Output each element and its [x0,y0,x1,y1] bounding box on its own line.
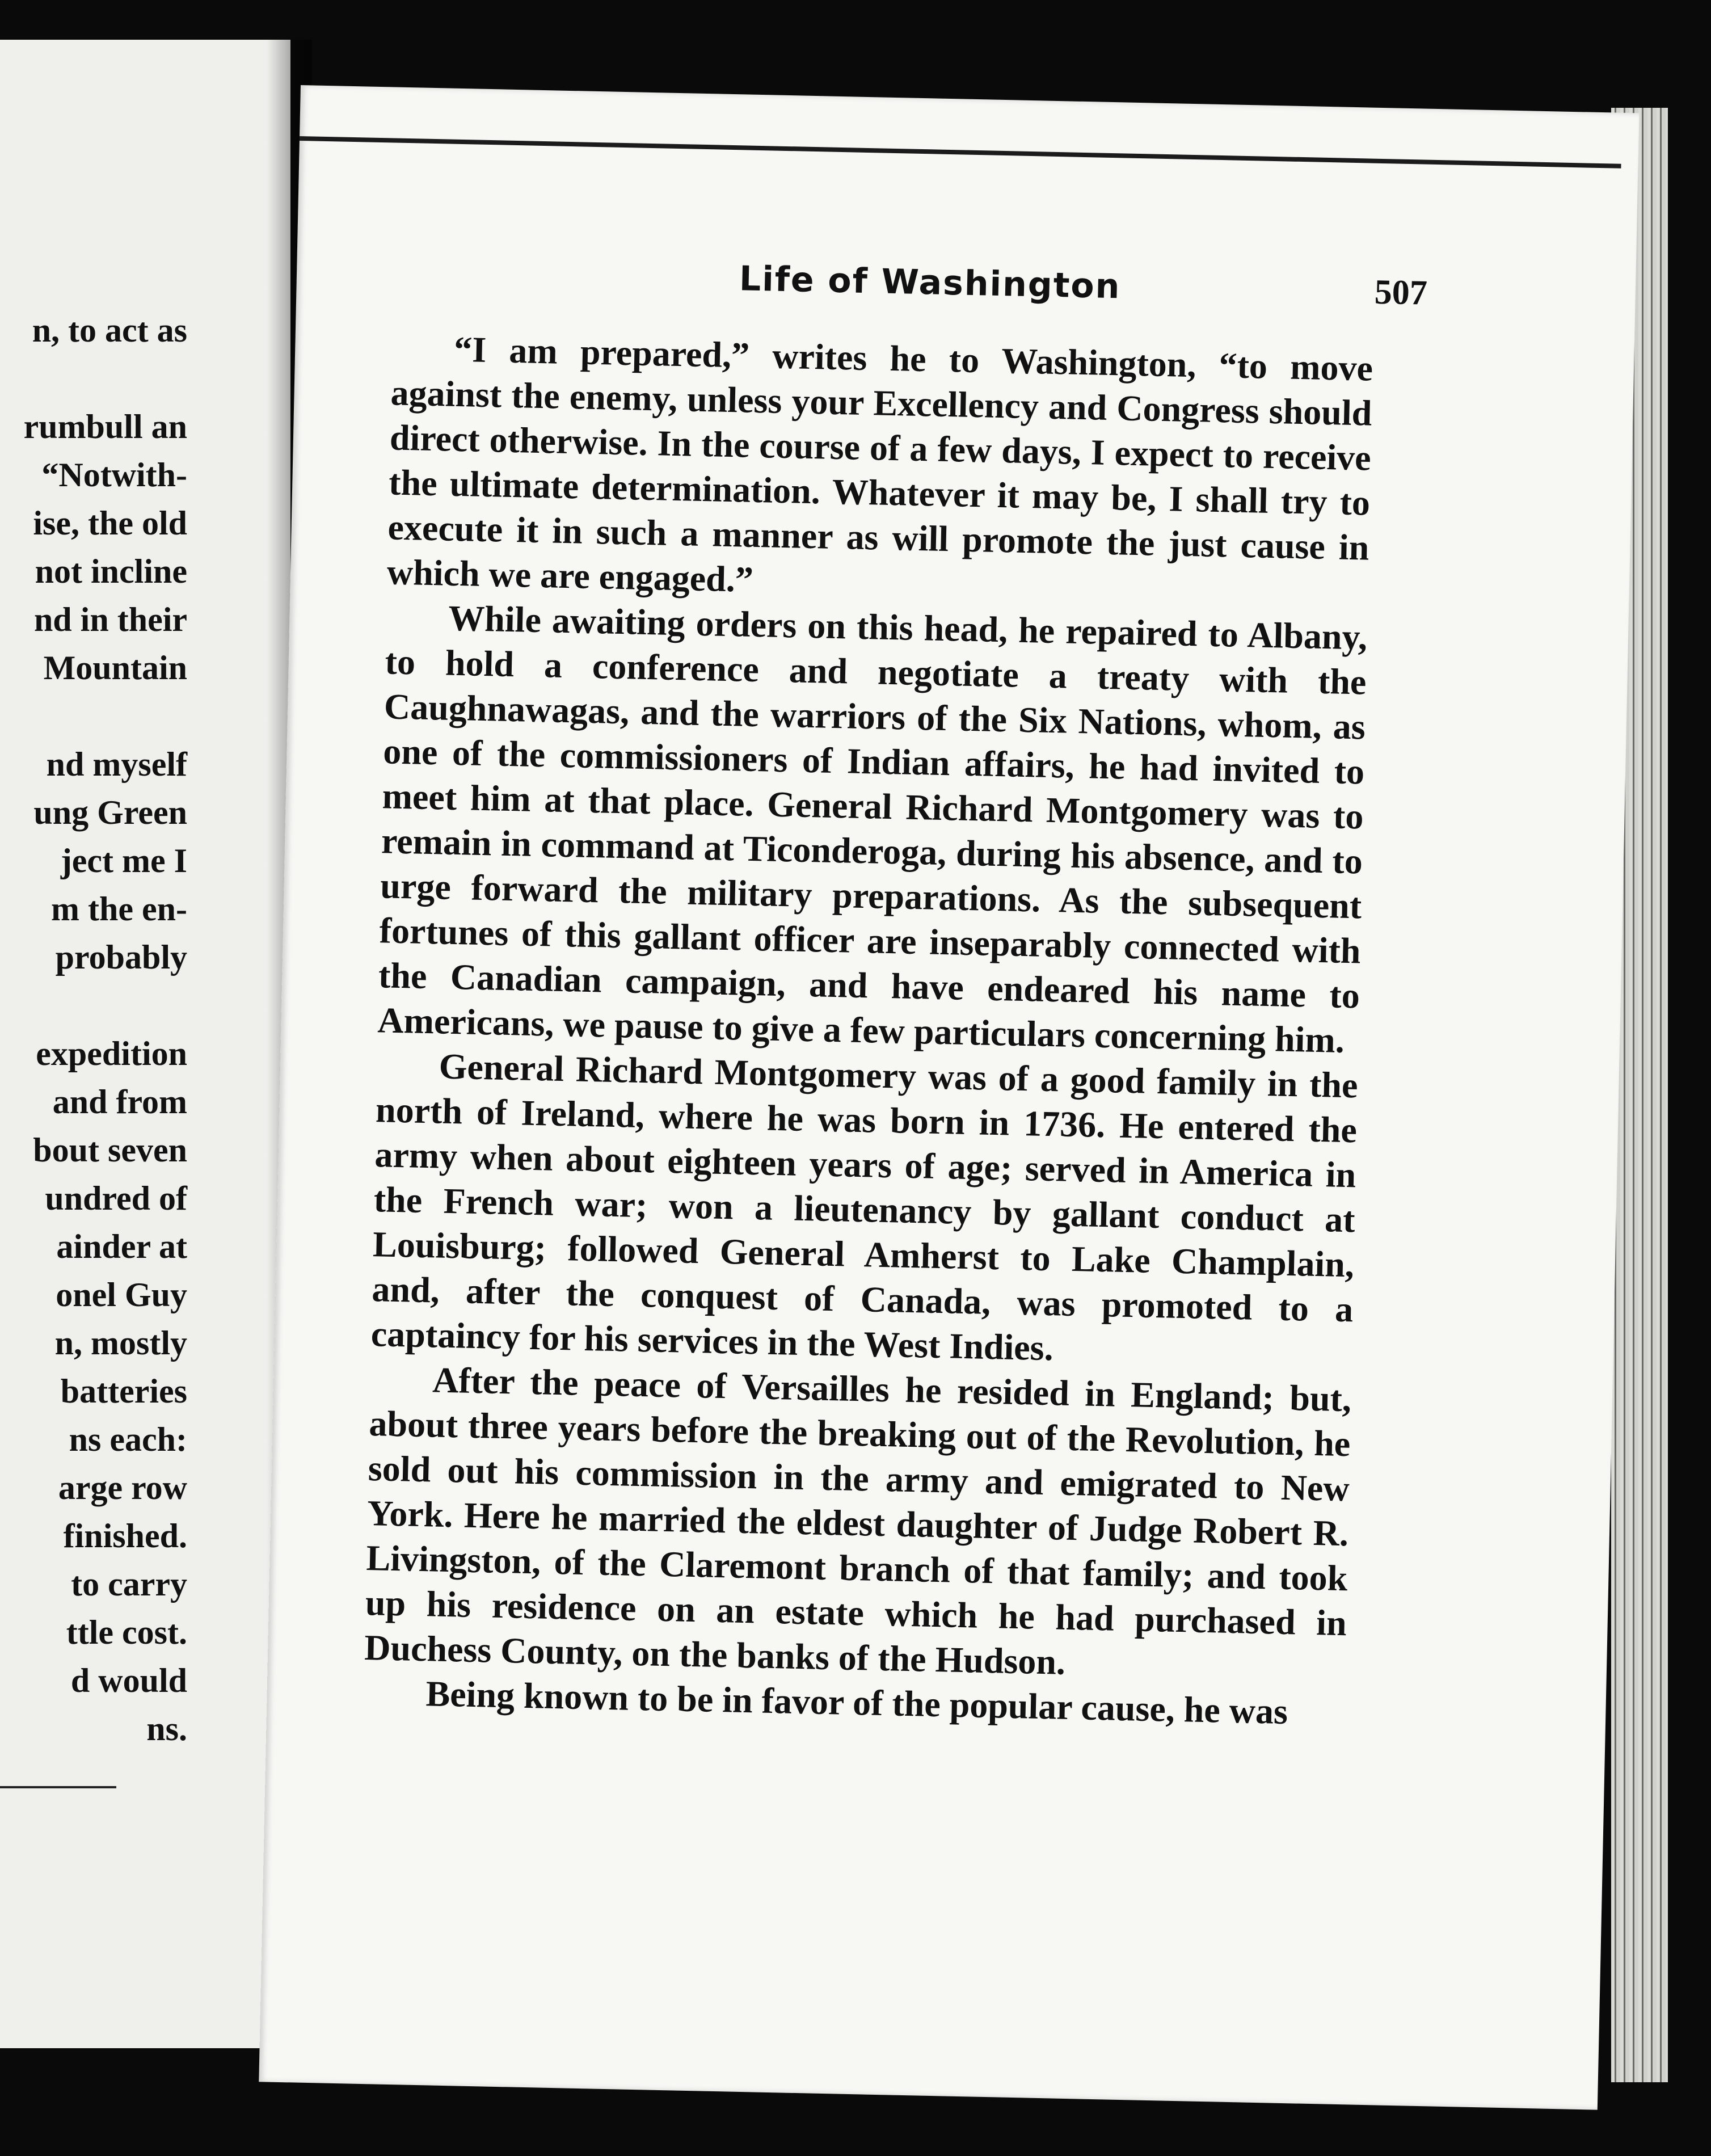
left-page-line: Mountain [43,649,187,687]
left-page-line: to carry [71,1565,187,1603]
left-page-line: onel Guy [56,1276,187,1313]
header-rule [300,136,1621,169]
left-page-line: probably [55,938,187,976]
right-page [259,85,1639,2110]
left-page-line: expedition [36,1035,187,1072]
left-page-line: rumbull an [23,408,187,445]
left-page-line: undred of [45,1180,187,1217]
left-page-line: nd myself [46,746,187,783]
left-page-line: ject me I [60,842,187,879]
paragraph: General Richard Montgomery was of a good family in the north of Ireland, where he was born in 1736. He entered the army when about eighteen years of age; served in America in the French war; won a lieutenancy by gallant conduct at Louisburg; followed General Amherst to Lake Champlain, and, after the conquest of Canada, was promoted to a captaincy for his services in the West Indies. [370,1046,1359,1368]
left-page-line: finished. [63,1517,187,1555]
left-page-line: ttle cost. [66,1614,187,1651]
left-page-line: bout seven [33,1131,187,1169]
left-page-line: ainder at [56,1228,187,1265]
body-text [363,325,1373,1735]
left-page-line: n, mostly [54,1324,187,1362]
running-title: Life of Washington [739,259,1122,307]
left-page-line: n, to act as [32,311,187,349]
left-page-line: ns. [146,1710,187,1747]
paragraph: After the peace of Versailles he resided in England; but, about three years before the breaking out of the Revolution, he sold out his commission in the army and emigrated to New York. Here he married the eldest daughter of Judge Robert R. Livingston, of the Claremont branch of that family; and took up his residence on an estate which he had purchased in Duchess County, on the banks of the Hudson. [364,1359,1352,1682]
line-gap [0,982,187,1030]
paragraph: Being known to be in favor of the popular cause, he was [425,1673,1288,1732]
line-gap [0,692,187,740]
left-page-line: m the en- [51,890,187,928]
paragraph: While awaiting orders on this head, he repaired to Albany, to hold a conference and negotiate a treaty with the Caughnawagas, and the warriors of the Six Nations, whom, as one of the commissioners of Indian affairs, he had invited to meet him at that place. General Richard Montgomery was to remain in command at Ticonderoga, during his absence, and to urge forward the military preparations. As the subsequent fortunes of this gallant officer are inseparably connected with the Canadian campaign, and have endeared his name to Americans, we pause to give a few particulars concerning him. [377,597,1368,1060]
page-number: 507 [1374,272,1428,313]
left-page-line: nd in their [33,601,187,638]
paragraph: “I am prepared,” writes he to Washington, “to move against the enemy, unless your Excellency and Congress should direct otherwise. In the course of a few days, I expect to receive the ultimate determination. Whatever it may be, I shall try to execute it in such a manner as will promote the just cause in which we are engaged.” [386,329,1373,600]
left-page-line: arge row [58,1469,187,1506]
line-gap [0,355,187,403]
left-page-line: “Notwith- [41,456,187,494]
left-page-line: ung Green [33,794,187,831]
left-page-line: d would [70,1662,187,1699]
left-page-line: batteries [60,1372,187,1410]
left-page-line: ns each: [69,1421,187,1458]
left-page-line: not incline [35,553,187,590]
left-page-line: and from [52,1083,187,1121]
footnote-rule [0,1786,116,1788]
left-page-line: ise, the old [33,504,187,542]
left-page-text [0,306,187,1753]
